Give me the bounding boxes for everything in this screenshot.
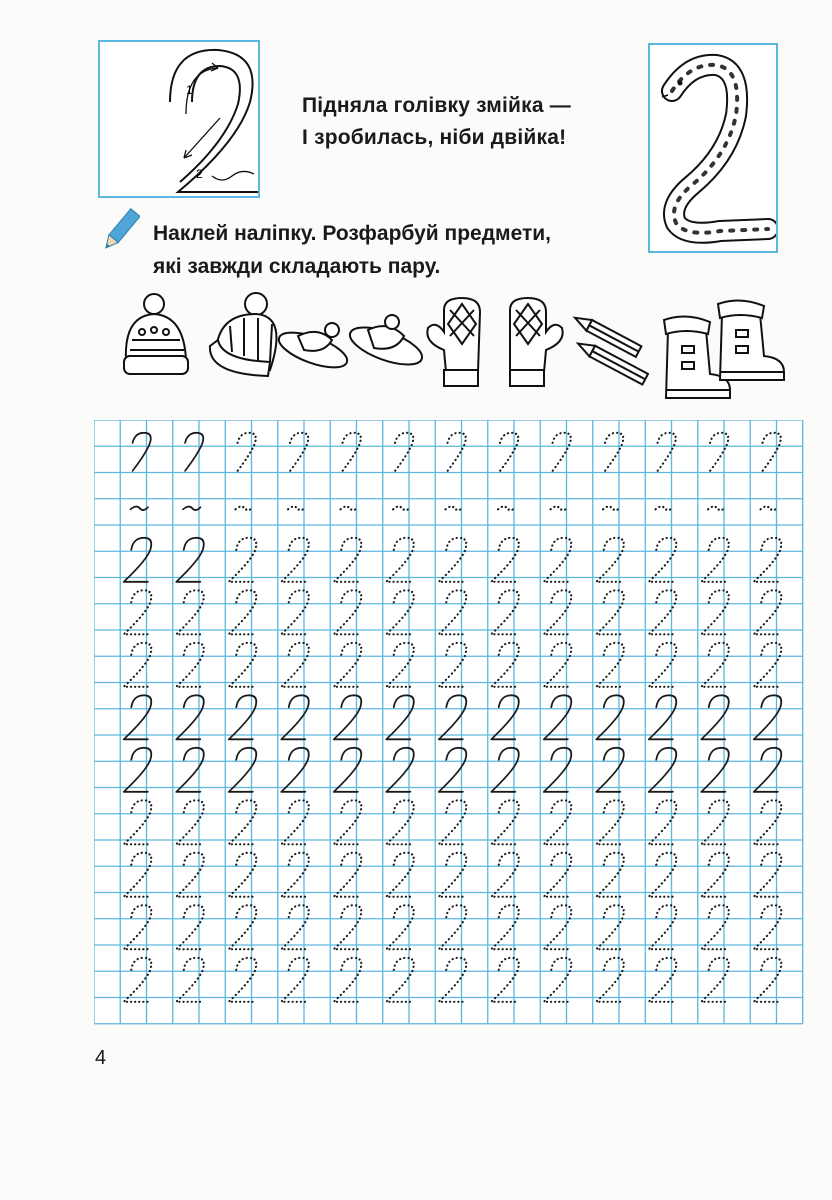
snake-picture-box bbox=[648, 43, 778, 253]
poem-line-2: І зробилась, ніби двійка! bbox=[302, 126, 567, 149]
boot-icon[interactable] bbox=[718, 300, 784, 380]
slipper-icon[interactable] bbox=[275, 323, 352, 375]
hat-icon[interactable] bbox=[124, 294, 188, 374]
digit-two-demo bbox=[100, 42, 258, 196]
poem-line-1: Підняла голівку змійка — bbox=[302, 94, 571, 117]
stroke-step-1: 1 bbox=[186, 83, 193, 97]
task-line-1: Наклей наліпку. Розфарбуй предмети, bbox=[153, 222, 552, 245]
pair-items bbox=[118, 290, 798, 410]
digit-demo-box bbox=[98, 40, 260, 198]
pencil-icon[interactable] bbox=[572, 312, 641, 356]
pencil-icon bbox=[100, 205, 140, 257]
task-line-2: які завжди складають пару. bbox=[153, 255, 441, 278]
page-number: 4 bbox=[95, 1047, 107, 1069]
grid-background bbox=[94, 420, 803, 1024]
mitten-icon[interactable] bbox=[510, 298, 563, 386]
hat-icon[interactable] bbox=[210, 293, 277, 376]
stroke-step-2: 2 bbox=[196, 167, 203, 181]
writing-grid bbox=[94, 420, 808, 1034]
task-instruction bbox=[153, 217, 551, 283]
poem bbox=[302, 90, 571, 154]
slipper-icon[interactable] bbox=[346, 315, 427, 372]
snake-two-icon bbox=[650, 45, 776, 251]
mitten-icon[interactable] bbox=[427, 298, 480, 386]
